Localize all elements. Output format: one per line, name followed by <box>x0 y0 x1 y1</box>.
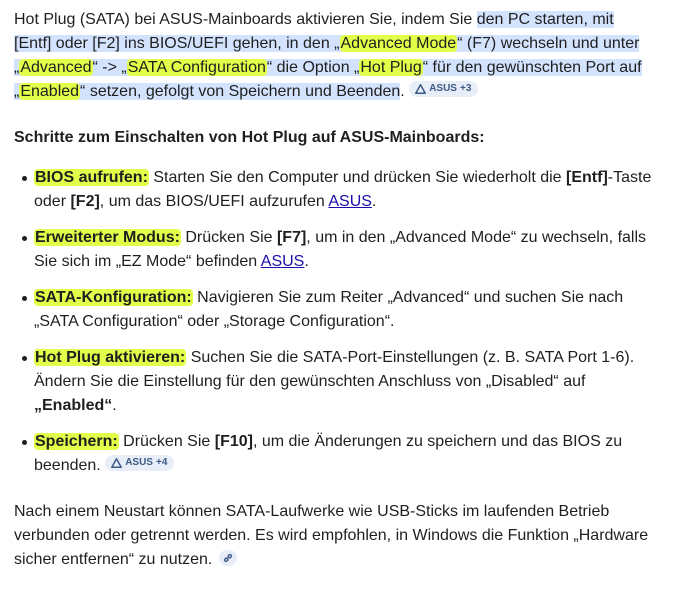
intro-period: . <box>400 83 405 100</box>
step-text: Drücken Sie <box>118 433 215 450</box>
source-chip-label: ASUS <box>125 457 153 468</box>
step-text: . <box>112 397 117 414</box>
steps-list <box>14 166 653 478</box>
intro-highlight-1: den PC starten, mit [Entf] oder [F2] ins BIOS/UEFI gehen, in den „ <box>14 11 614 52</box>
source-chip[interactable] <box>409 81 478 97</box>
key-f10: [F10] <box>214 433 253 450</box>
steps-heading: Schritte zum Einschalten von Hot Plug auf ASUS-Mainboards: <box>14 129 485 146</box>
key-entf: [Entf] <box>566 169 608 186</box>
step-title: Speichern: <box>35 433 118 450</box>
outro-text: Nach einem Neustart können SATA-Laufwerke wie USB-Sticks im laufenden Betrieb verbunden oder getrennt werden. Es wird empfohlen, in Windows die Funktion „Hardware sicher entfernen“ zu nutzen. <box>14 503 649 568</box>
triangle-logo-icon <box>111 458 122 468</box>
step-text: . <box>371 193 377 210</box>
list-item <box>34 286 653 334</box>
marked-advanced: Advanced <box>20 59 92 76</box>
intro-highlight-2: “ (F7) wechseln und unter „ <box>14 35 640 76</box>
list-item <box>34 166 653 214</box>
list-item <box>34 346 653 418</box>
source-chip-count: +3 <box>459 83 472 94</box>
step-text: Drücken Sie <box>180 229 277 246</box>
source-chip-count: +4 <box>155 457 168 468</box>
step-text: . <box>304 253 309 270</box>
step-text: -Taste oder <box>34 169 652 210</box>
step-title: Hot Plug aktivieren: <box>35 349 186 366</box>
intro-paragraph <box>14 8 653 104</box>
list-item <box>34 430 653 478</box>
marked-advanced-mode: Advanced Mode <box>340 35 457 52</box>
source-chip-label: ASUS <box>429 83 457 94</box>
list-item <box>34 226 653 274</box>
intro-highlight-6: “ setzen, gefolgt von Speichern und Beenden <box>80 83 401 100</box>
step-text: , um in den „Advanced Mode“ zu wechseln, falls Sie sich im „EZ Mode“ befinden <box>34 229 647 270</box>
intro-highlight-4: “ die Option „ <box>266 59 360 76</box>
link-icon[interactable] <box>219 550 237 566</box>
intro-highlight-3: “ -> „ <box>92 59 127 76</box>
marked-sata-configuration: SATA Configuration <box>127 59 266 76</box>
step-title: Erweiterter Modus: <box>35 229 180 246</box>
enabled-value: „Enabled“ <box>34 397 113 414</box>
intro-text: Hot Plug (SATA) bei ASUS-Mainboards aktivieren Sie, indem Sie <box>14 11 477 28</box>
intro-highlight-5: “ für den gewünschten Port auf „ <box>14 59 642 100</box>
asus-link[interactable]: ASUS <box>328 193 372 210</box>
outro-paragraph <box>14 500 653 572</box>
key-f2: [F2] <box>70 193 100 210</box>
key-f7: [F7] <box>276 229 307 246</box>
step-title: BIOS aufrufen: <box>35 169 148 186</box>
marked-enabled: Enabled <box>20 83 80 100</box>
step-text: , um das BIOS/UEFI aufzurufen <box>99 193 329 210</box>
source-chip[interactable] <box>105 455 174 471</box>
step-text: Navigieren Sie zum Reiter „Advanced“ und suchen Sie nach „SATA Configuration“ oder „Storage Configuration“. <box>34 289 624 330</box>
marked-hot-plug: Hot Plug <box>360 59 422 76</box>
step-text: Suchen Sie die SATA-Port-Einstellungen (z. B. SATA Port 1-6). Ändern Sie die Einstellung für den gewünschten Anschluss von „Disabled“ auf <box>34 349 635 390</box>
triangle-logo-icon <box>415 84 426 94</box>
step-title: SATA-Konfiguration: <box>35 289 192 306</box>
step-text: , um die Änderungen zu speichern und das BIOS zu beenden. <box>34 433 623 474</box>
step-text: Starten Sie den Computer und drücken Sie wiederholt die <box>148 169 567 186</box>
asus-link[interactable]: ASUS <box>260 253 305 270</box>
